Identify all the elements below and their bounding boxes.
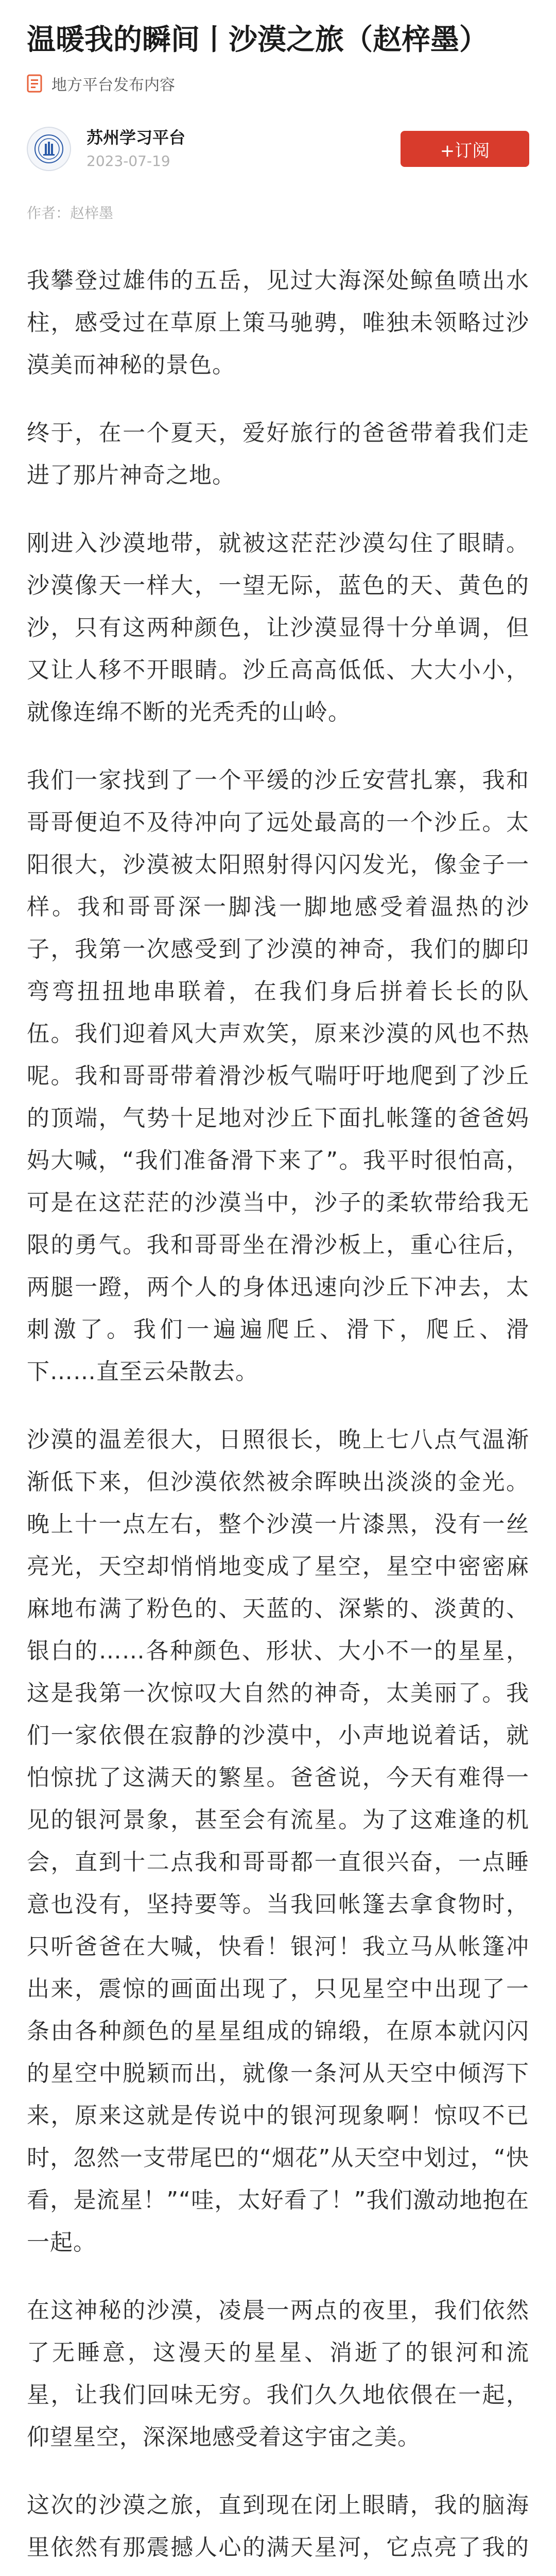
platform-note-text: 地方平台发布内容 — [51, 76, 175, 94]
author-line: 作者：赵梓墨 — [27, 205, 114, 222]
account-name[interactable]: 苏州学习平台 — [86, 128, 186, 147]
paragraph: 终于，在一个夏天，爱好旅行的爸爸带着我们走进了那片神奇之地。 — [27, 420, 529, 488]
article-body — [27, 260, 529, 2576]
paragraph: 在这神秘的沙漠，凌晨一两点的夜里，我们依然了无睡意，这漫天的星星、消逝了的银河和流星，让我们回味无穷。我们久久地依偎在一起，仰望星空，深深地感受着这宇宙之美。 — [27, 2297, 529, 2450]
document-icon — [27, 74, 42, 93]
platform-note — [27, 69, 529, 98]
account-header — [27, 121, 529, 177]
follow-button[interactable]: +订阅 — [401, 131, 529, 167]
paragraph: 沙漠的温差很大，日照很长，晚上七八点气温渐渐低下来，但沙漠依然被余晖映出淡淡的金光。晚上十一点左右，整个沙漠一片漆黑，没有一丝亮光，天空却悄悄地变成了星空，星空中密密麻麻地布满了粉色的、天蓝的、深紫的、淡黄的、银白的……各种颜色、形状、大小不一的星星，这是我第一次惊叹大自然的神奇，太美丽了。我们一家依偎在寂静的沙漠中，小声地说着话，就怕惊扰了这满天的繁星。爸爸说，今天有难得一见的银河景象，甚至会有流星。为了这难逢的机会，直到十二点我和哥哥都一直很兴奋，一点睡意也没有，坚持要等。当我回帐篷去拿食物时，只听爸爸在大喊，快看！银河！我立马从帐篷冲出来，震惊的画面出现了，只见星空中出现了一条由各种颜色的星星组成的锦缎，在原本就闪闪的星空中脱颖而出，就像一条河从天空中倾泻下来，原来这就是传说中的银河现象啊！惊叹不已时，忽然一支带尾巴的“烟花”从天空中划过，“快看，是流星！”“哇，太好看了！”我们激动地抱在一起。 — [27, 1427, 529, 2256]
paragraph: 我们一家找到了一个平缓的沙丘安营扎寨，我和哥哥便迫不及待冲向了远处最高的一个沙丘。太阳很大，沙漠被太阳照射得闪闪发光，像金子一样。我和哥哥深一脚浅一脚地感受着温热的沙子，我第一次感受到了沙漠的神奇，我们的脚印弯弯扭扭地串联着，在我们身后拼着长长的队伍。我们迎着风大声欢笑，原来沙漠的风也不热呢。我和哥哥带着滑沙板气喘吁吁地爬到了沙丘的顶端，气势十足地对沙丘下面扎帐篷的爸爸妈妈大喊，“我们准备滑下来了”。我平时很怕高，可是在这茫茫的沙漠当中，沙子的柔软带给我无限的勇气。我和哥哥坐在滑沙板上，重心往后，两腿一蹬，两个人的身体迅速向沙丘下冲去，太刺激了。我们一遍遍爬丘、滑下，爬丘、滑下……直至云朵散去。 — [27, 767, 529, 1385]
institution-logo[interactable] — [27, 127, 71, 171]
publish-date: 2023-07-19 — [86, 152, 170, 170]
paragraph: 刚进入沙漠地带，就被这茫茫沙漠勾住了眼睛。沙漠像天一样大，一望无际，蓝色的天、黄色的沙，只有这两种颜色，让沙漠显得十分单调，但又让人移不开眼睛。沙丘高高低低、大大小小，就像连绵不断的光秃秃的山岭。 — [27, 530, 529, 725]
paragraph: 我攀登过雄伟的五岳，见过大海深处鲸鱼喷出水柱，感受过在草原上策马驰骋，唯独未领略过沙漠美而神秘的景色。 — [27, 267, 529, 378]
paragraph: 这次的沙漠之旅，直到现在闭上眼睛，我的脑海里依然有那震撼人心的满天星河，它点亮了我的 — [27, 2492, 529, 2561]
account-info — [86, 126, 185, 172]
article-title: 温暖我的瞬间丨沙漠之旅（赵梓墨） — [27, 23, 488, 57]
